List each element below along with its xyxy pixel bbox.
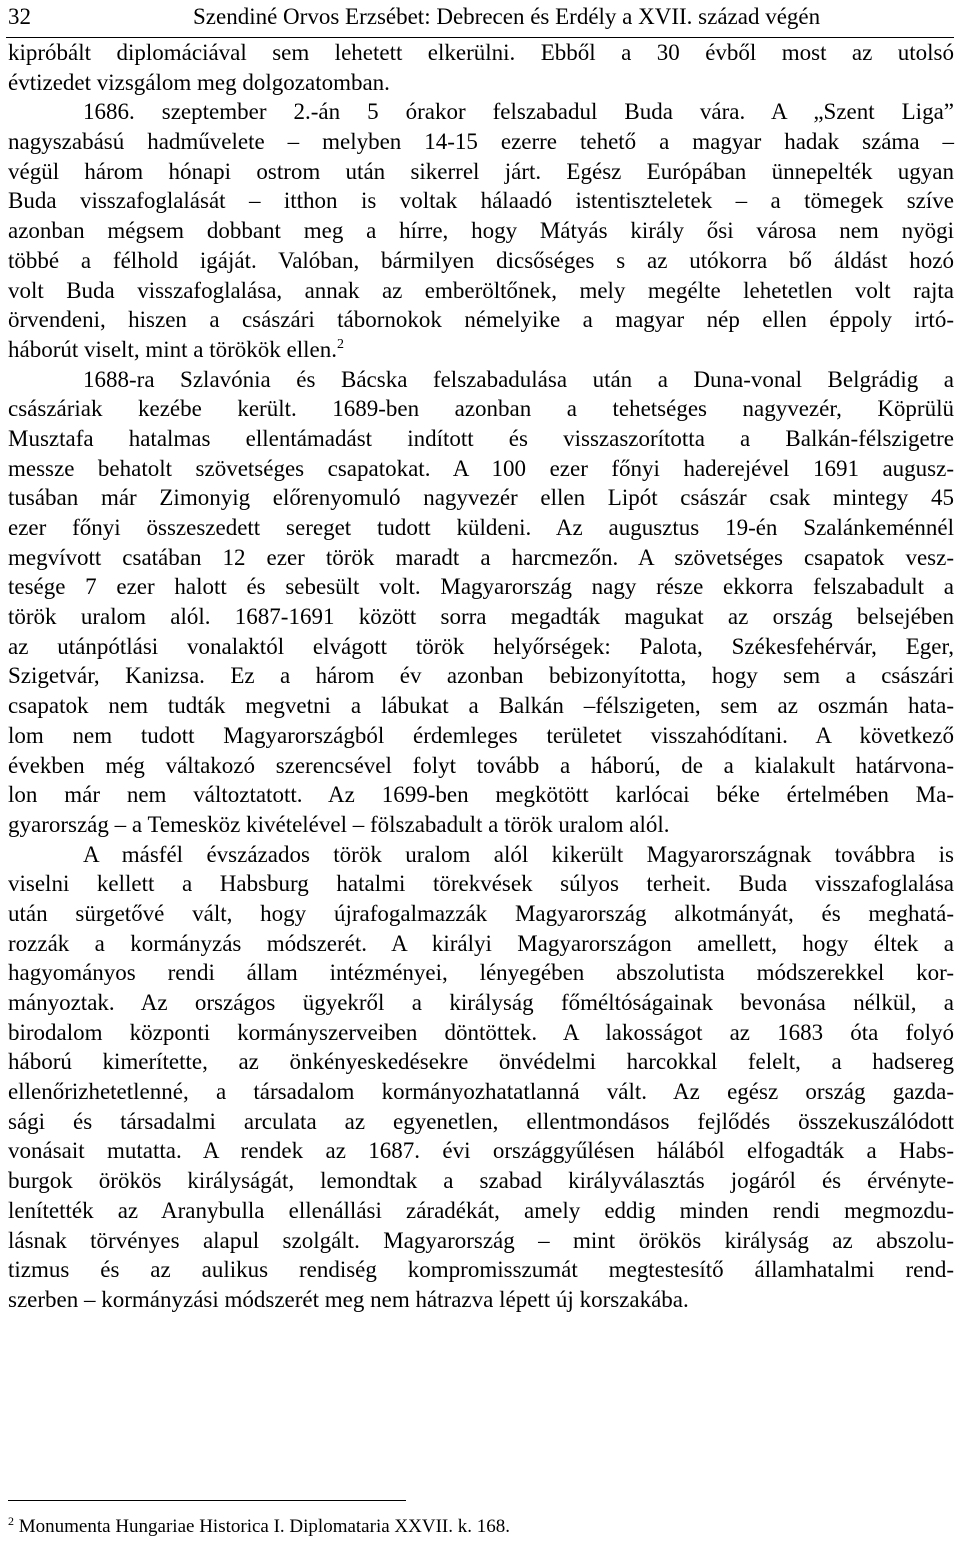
text-line-content: messze behatolt szövetséges csapatokat. A 100 ezer főnyi haderejével 1691 augusz- <box>8 455 954 481</box>
text-line <box>8 1047 954 1077</box>
text-line <box>8 602 954 632</box>
text-line-content: 1688-ra Szlavónia és Bácska felszabadulása után a Duna-vonal Belgrádig a <box>83 366 954 392</box>
text-line-content: megvívott csatában 12 ezer török maradt a harcmezőn. A szövetséges csapatok vesz- <box>8 544 954 570</box>
text-line <box>8 899 954 929</box>
text-line-content: Buda visszafoglalását – itthon is voltak hálaadó istentiszteletek – a tömegek szíve <box>8 188 954 214</box>
text-line-content: örvendeni, hiszen a császári tábornokok némelyike a magyar nép ellen éppoly irtó- <box>8 307 954 333</box>
text-line <box>8 276 954 306</box>
text-line <box>8 394 954 424</box>
text-line-content: tesége 7 ezer halott és sebesült volt. Magyarország nagy része ekkorra felszabadult a <box>8 574 954 600</box>
text-line <box>8 335 954 365</box>
text-line <box>8 1018 954 1048</box>
text-line-content: lásnak törvényes alapul szolgált. Magyarország – mint örökös királyság az abszolu- <box>8 1227 954 1253</box>
text-line <box>8 157 954 187</box>
text-line-content: vonásait mutatta. A rendek az 1687. évi országgyűlésen hálából elfogadták a Habs- <box>8 1138 954 1164</box>
text-line-content: Musztafa hatalmas ellentámadást indított és visszaszorította a Balkán-félszigetre <box>8 425 954 451</box>
text-line <box>8 572 954 602</box>
text-line <box>8 513 954 543</box>
text-line-content: A másfél évszázados török uralom alól kikerült Magyarországnak továbbra is <box>83 841 954 867</box>
text-line <box>8 454 954 484</box>
text-line-content: háború kimerítette, az önkényeskedésekre önvédelmi harcokkal felelt, a hadsereg <box>8 1049 954 1075</box>
text-line-content: években még váltakozó szerencsével folyt tovább a háború, de a kialakult határvona- <box>8 752 954 778</box>
text-line <box>8 988 954 1018</box>
text-line <box>8 365 954 395</box>
text-line-content: ellenőrizhetetlenné, a társadalom kormányozhatatlanná vált. Az egész ország gazda- <box>8 1079 954 1105</box>
footnote-text: Monumenta Hungariae Historica I. Diplomataria XXVII. k. 168. <box>18 1516 510 1537</box>
text-line-content: gyarország – a Temesköz kivételével – fölszabadult a török uralom alól. <box>8 811 670 837</box>
text-line <box>8 68 954 98</box>
body-text <box>8 38 954 1315</box>
text-line <box>8 1136 954 1166</box>
text-line-content: rozzák a kormányzás módszerét. A királyi Magyarországon amellett, hogy éltek a <box>8 930 954 956</box>
text-line <box>8 1196 954 1226</box>
text-line <box>8 246 954 276</box>
text-line <box>8 97 954 127</box>
text-line <box>8 1255 954 1285</box>
text-line <box>8 661 954 691</box>
text-line-content: az utánpótlási vonalaktól elvágott török helyőrségek: Palota, Székesfehérvár, Eger, <box>8 633 954 659</box>
text-line <box>8 721 954 751</box>
text-line-content: tizmus és az aulikus rendiség kompromisszumát megtestesítő államhatalmi rend- <box>8 1257 954 1283</box>
text-line <box>8 1226 954 1256</box>
text-line <box>8 691 954 721</box>
text-line-content: lom nem tudott Magyarországból érdemleges területet visszahódítani. A következő <box>8 722 954 748</box>
text-line <box>8 810 954 840</box>
text-line-content: lenítették az Aranybulla ellenállási záradékát, amely eddig minden rendi megmozdu- <box>8 1197 954 1223</box>
text-line <box>8 958 954 988</box>
text-line-content: kipróbált diplomáciával sem lehetett elkerülni. Ebből a 30 évből most az utolsó <box>8 40 954 65</box>
text-line <box>8 929 954 959</box>
text-line <box>8 216 954 246</box>
text-line-content: török uralom alól. 1687-1691 között sorra megadták magukat az ország belsejében <box>8 604 954 630</box>
text-line-content: Szigetvár, Kanizsa. Ez a három év azonban bebizonyította, hogy sem a császári <box>8 663 954 689</box>
text-line <box>8 127 954 157</box>
text-line-content: háborút viselt, mint a törökök ellen. <box>8 336 337 362</box>
text-line-content: után sürgetővé vált, hogy újrafogalmazzák Magyarország alkotmányát, és meghatá- <box>8 900 954 926</box>
text-line-content: csapatok nem tudták megvetni a lábukat a Balkán –félszigeten, sem az oszmán hata- <box>8 693 954 719</box>
text-line-content: sági és társadalmi arculata az egyenetlen, ellentmondásos fejlődés összekuszálódott <box>8 1108 954 1134</box>
text-line <box>8 305 954 335</box>
text-line <box>8 780 954 810</box>
text-line-content: viselni kellett a Habsburg hatalmi törekvések súlyos terheit. Buda visszafoglalása <box>8 871 954 897</box>
text-line-content: 1686. szeptember 2.-án 5 órakor felszabadul Buda vára. A „Szent Liga” <box>83 99 954 125</box>
footnote <box>8 1514 510 1540</box>
text-line-content: évtizedet vizsgálom meg dolgozatomban. <box>8 69 390 95</box>
text-line <box>8 869 954 899</box>
running-head: Szendiné Orvos Erzsébet: Debrecen és Erdély a XVII. század végén <box>193 4 821 29</box>
text-line-content: szerben – kormányzási módszerét meg nem hátrazva lépett új korszakába. <box>8 1286 689 1312</box>
page-number: 32 <box>8 4 31 29</box>
text-line-content: mányoztak. Az országos ügyekről a királyság főméltóságainak bevonása nélkül, a <box>8 990 954 1015</box>
text-line <box>8 1077 954 1107</box>
text-line-content: azonban mégsem dobbant meg a hírre, hogy Mátyás király ősi városa nem nyögi <box>8 218 954 244</box>
text-line <box>8 543 954 573</box>
text-line-content: nagyszabású hadművelete – melyben 14-15 ezerre tehető a magyar hadak száma – <box>8 129 954 155</box>
text-line <box>8 38 954 68</box>
text-line-content: lon már nem változtatott. Az 1699-ben megkötött karlócai béke értelmében Ma- <box>8 782 954 808</box>
text-line <box>8 632 954 662</box>
text-line <box>8 840 954 870</box>
text-line-content: ezer főnyi összeszedett sereget tudott küldeni. Az augusztus 19-én Szalánkeménnél <box>8 515 954 540</box>
footnote-reference: 2 <box>336 336 344 352</box>
text-line-content: többé a félhold igáját. Valóban, bármilyen dicsőséges s az utókorra bő áldást hozó <box>8 247 954 273</box>
text-line <box>8 483 954 513</box>
text-line-content: végül három hónapi ostrom után sikerrel járt. Egész Európában ünnepelték ugyan <box>8 158 954 184</box>
text-line-content: burgok örökös királyságát, lemondtak a szabad királyválasztás jogáról és érvényte- <box>8 1168 954 1194</box>
text-line <box>8 751 954 781</box>
text-line <box>8 1107 954 1137</box>
text-line <box>8 1166 954 1196</box>
text-line <box>8 1285 954 1315</box>
text-line-content: hagyományos rendi állam intézményei, lényegében abszolutista módszerekkel kor- <box>8 960 954 986</box>
text-line <box>8 424 954 454</box>
text-line-content: császáriak kezébe került. 1689-ben azonban a tehetséges nagyvezér, Köprülü <box>8 396 954 422</box>
text-line-content: tusában már Zimonyig előrenyomuló nagyvezér ellen Lipót császár csak mintegy 45 <box>8 485 954 511</box>
footnote-separator <box>8 1500 406 1501</box>
page-header <box>0 0 960 40</box>
text-line <box>8 186 954 216</box>
footnote-number: 2 <box>8 1514 14 1528</box>
text-line-content: volt Buda visszafoglalása, annak az emberöltőnek, mely megélte lehetetlen volt rajta <box>8 277 954 303</box>
text-line-content: birodalom központi kormányszerveiben döntöttek. A lakosságot az 1683 óta folyó <box>8 1019 954 1045</box>
